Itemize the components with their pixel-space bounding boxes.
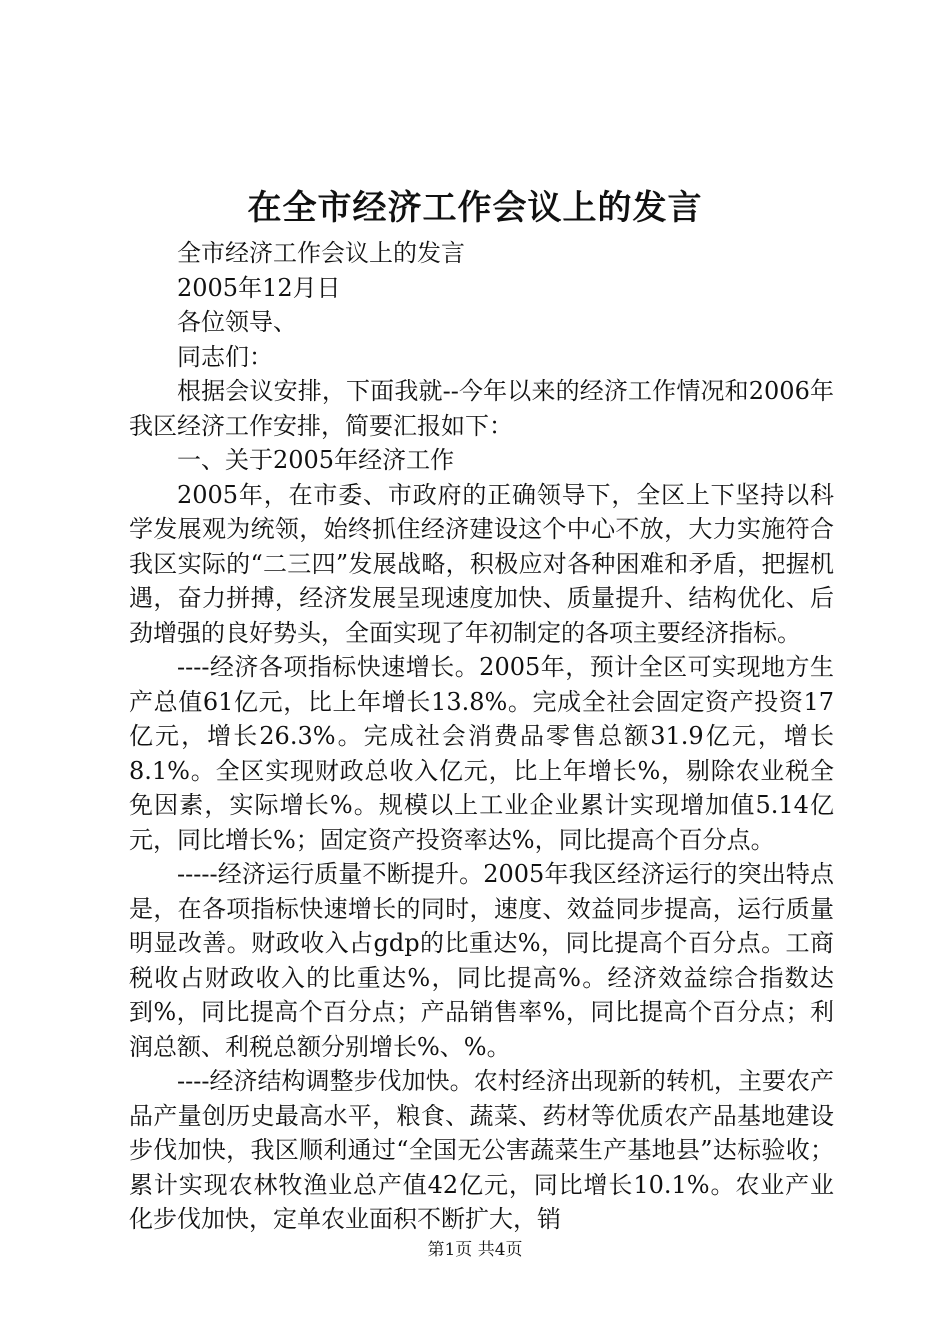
paragraph-indicators: ----经济各项指标快速增长。2005年，预计全区可实现地方生产总值61亿元，比上年增长13.8%。完成全社会固定资产投资17亿元，增长26.3%。完成社会消费品零售总额31.9亿元，增长8.1%。全区实现财政总收入亿元，比上年增长%，剔除农业税全免因素，实际增长%。规模以上工业企业累计实现增加值5.14亿元，同比增长%；固定资产投资率达%，同比提高个百分点。 [129, 653, 834, 854]
paragraph-section-heading: 一、关于2005年经济工作 [177, 446, 455, 474]
paragraph-salutation-1: 各位领导、 [177, 308, 297, 336]
paragraph-intro: 根据会议安排，下面我就--今年以来的经济工作情况和2006年我区经济工作安排，简要汇报如下： [129, 377, 834, 440]
paragraph-salutation-2: 同志们： [177, 342, 273, 371]
page-footer: 第1页 共4页 [427, 1240, 523, 1260]
paragraph-quality: -----经济运行质量不断提升。2005年我区经济运行的突出特点是，在各项指标快速增长的同时，速度、效益同步提高，运行质量明显改善。财政收入占gdp的比重达%，同比提高个百分点。工商税收占财政收入的比重达%，同比提高%。经济效益综合指数达到%，同比提高个百分点；产品销售率%，同比提高个百分点；利润总额、利税总额分别增长%、%。 [129, 860, 834, 1061]
paragraph-overview: 2005年，在市委、市政府的正确领导下，全区上下坚持以科学发展观为统领，始终抓住经济建设这个中心不放，大力实施符合我区实际的“二三四”发展战略，积极应对各种困难和矛盾，把握机遇，奋力拼搏，经济发展呈现速度加快、质量提升、结构优化、后劲增强的良好势头，全面实现了年初制定的各项主要经济指标。 [129, 480, 834, 647]
document-title: 在全市经济工作会议上的发言 [247, 188, 703, 228]
paragraph-subtitle: 全市经济工作会议上的发言 [177, 239, 465, 267]
paragraph-date: 2005年12月日 [177, 273, 341, 302]
paragraph-structure: ----经济结构调整步伐加快。农村经济出现新的转机，主要农产品产量创历史最高水平，粮食、蔬菜、药材等优质农产品基地建设步伐加快，我区顺利通过“全国无公害蔬菜生产基地县”达标验收；累计实现农林牧渔业总产值42亿元，同比增长10.1%。农业产业化步伐加快，定单农业面积不断扩大，销 [129, 1067, 834, 1233]
document-body [129, 236, 834, 1237]
